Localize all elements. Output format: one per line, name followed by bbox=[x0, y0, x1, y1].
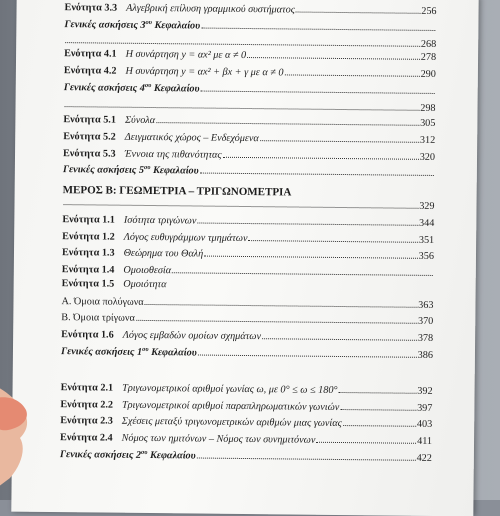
section-label: Ενότητα 5.2 bbox=[63, 131, 116, 143]
section-title: Νόμος των ημιτόνων – Νόμος των συνημιτόνων bbox=[121, 432, 316, 446]
section-label: Ενότητα 5.1 bbox=[63, 114, 117, 126]
dot-leader bbox=[172, 263, 433, 276]
dot-leader bbox=[136, 311, 417, 324]
section-title: Ομοιοθεσία bbox=[123, 264, 172, 277]
section-title: Σύνολα bbox=[124, 114, 156, 127]
section-title: Δειγματικός χώρος – Ενδεχόμενα bbox=[124, 131, 259, 145]
dot-leader bbox=[201, 19, 435, 31]
chapter-word: Κεφαλαίου bbox=[154, 20, 201, 32]
dot-leader bbox=[200, 82, 434, 94]
page-number: 351 bbox=[418, 234, 435, 246]
chapter-ordinal-suffix: ου bbox=[145, 18, 153, 27]
section-label: Ενότητα 2.1 bbox=[60, 382, 114, 394]
toc-line bbox=[64, 46, 436, 64]
dot-leader bbox=[260, 131, 419, 143]
section-label: Ενότητα 3.3 bbox=[64, 2, 118, 14]
toc-line bbox=[61, 380, 433, 398]
section-title: Η συνάρτηση y = αx² με α ≠ 0 bbox=[125, 48, 247, 62]
general-exercises-text: Γενικές ασκήσεις bbox=[64, 19, 138, 31]
chapter-ordinal: 2 bbox=[135, 449, 142, 461]
page-number: 329 bbox=[419, 200, 435, 212]
general-exercises-label bbox=[64, 18, 200, 31]
section-title: Σχέσεις μεταξύ τριγωνομετρικών αριθμών μιας γωνίας bbox=[121, 415, 342, 430]
section-title: Θεώρημα του Θαλή bbox=[123, 247, 204, 260]
dot-leader bbox=[249, 231, 418, 243]
page-number: 268 bbox=[420, 38, 437, 50]
general-exercises-text: Γενικές ασκήσεις bbox=[60, 346, 135, 358]
toc-line bbox=[65, 0, 437, 18]
dot-leader bbox=[343, 416, 416, 427]
toc-line bbox=[62, 195, 434, 213]
dot-leader bbox=[296, 3, 421, 14]
toc-line bbox=[64, 17, 436, 35]
book-page bbox=[11, 0, 478, 516]
toc-line bbox=[60, 447, 432, 465]
section-title: Λόγος εμβαδών ομοίων σχημάτων bbox=[122, 329, 262, 343]
page-number: 378 bbox=[417, 332, 434, 344]
dot-leader bbox=[340, 400, 416, 411]
dot-leader bbox=[339, 383, 417, 394]
toc-line bbox=[61, 327, 433, 345]
general-exercises-label bbox=[61, 345, 197, 358]
toc-line bbox=[63, 162, 435, 180]
toc-line bbox=[63, 112, 435, 130]
page-number: 363 bbox=[418, 299, 434, 311]
page-number: 344 bbox=[418, 217, 435, 229]
dot-leader bbox=[247, 48, 420, 60]
section-label: Ενότητα 2.2 bbox=[60, 399, 114, 411]
general-exercises-label bbox=[60, 448, 196, 461]
dot-leader bbox=[65, 97, 420, 111]
page-number: 370 bbox=[417, 315, 434, 327]
subsection-title: Α. Όμοια πολύγωνα bbox=[61, 296, 144, 308]
section-label: Ενότητα 1.3 bbox=[61, 247, 115, 259]
section-title: Αλγεβρική επίλυση γραμμικού συστήματος bbox=[126, 2, 295, 16]
toc-line bbox=[62, 229, 434, 247]
dot-leader bbox=[197, 214, 418, 226]
toc-line bbox=[61, 310, 433, 328]
page-number: 403 bbox=[416, 418, 433, 430]
dot-leader bbox=[223, 148, 419, 160]
section-label: Ενότητα 1.1 bbox=[62, 214, 115, 226]
chapter-ordinal-suffix: ου bbox=[142, 345, 149, 353]
toc-line bbox=[61, 294, 433, 312]
page-number: 356 bbox=[418, 250, 435, 262]
section-title: Ισότητα τριγώνων bbox=[123, 214, 197, 227]
toc-line bbox=[64, 63, 436, 81]
toc-line bbox=[63, 129, 435, 147]
section-label: Ενότητα 4.2 bbox=[63, 65, 117, 77]
toc-line bbox=[61, 344, 433, 362]
chapter-ordinal-suffix: ου bbox=[141, 448, 148, 456]
section-title: Η συνάρτηση y = αx² + βx + γ με α ≠ 0 bbox=[125, 65, 284, 79]
general-exercises-label bbox=[64, 81, 200, 94]
section-title: Ομοιότητα bbox=[123, 278, 167, 291]
page-number: 411 bbox=[417, 435, 433, 447]
chapter-ordinal: 5 bbox=[138, 164, 145, 176]
subsection-title: Β. Όμοια τρίγωνα bbox=[61, 312, 135, 324]
page-number: 312 bbox=[419, 134, 436, 146]
chapter-word: Κεφαλαίου bbox=[153, 83, 200, 95]
section-title: Τριγωνομετρικοί αριθμοί γωνίας ω, με 0° ≤ ω ≤ 180° bbox=[122, 382, 338, 396]
page-number: 320 bbox=[419, 151, 436, 163]
dot-leader bbox=[200, 164, 434, 176]
hand-holding-page bbox=[0, 368, 60, 508]
page-number: 305 bbox=[420, 117, 436, 129]
page-number: 386 bbox=[417, 349, 434, 361]
section-label: Ενότητα 2.3 bbox=[60, 415, 113, 427]
toc-line bbox=[62, 278, 434, 296]
page-number: 298 bbox=[420, 102, 436, 114]
dot-leader bbox=[145, 295, 418, 308]
chapter-word: Κεφαλαίου bbox=[152, 165, 199, 177]
toc-line bbox=[62, 212, 434, 230]
dot-leader bbox=[204, 247, 418, 259]
toc-line bbox=[63, 146, 435, 164]
toc-line bbox=[60, 413, 432, 431]
section-label: Ενότητα 4.1 bbox=[64, 48, 117, 60]
dot-leader bbox=[197, 449, 416, 461]
dot-leader bbox=[198, 346, 417, 358]
section-label: Ενότητα 1.5 bbox=[61, 278, 115, 290]
dot-leader bbox=[262, 329, 417, 341]
dot-leader bbox=[284, 65, 419, 76]
section-label: Ενότητα 1.6 bbox=[61, 329, 114, 341]
toc-line bbox=[64, 80, 436, 98]
dot-leader bbox=[65, 33, 420, 47]
page-number: 278 bbox=[420, 51, 437, 63]
section-label: Ενότητα 5.3 bbox=[62, 148, 116, 160]
section-label: Ενότητα 1.4 bbox=[61, 264, 115, 276]
chapter-ordinal-suffix: ου bbox=[144, 163, 151, 172]
toc-line bbox=[62, 245, 434, 263]
general-exercises-text: Γενικές ασκήσεις bbox=[59, 449, 134, 461]
general-exercises-text: Γενικές ασκήσεις bbox=[62, 164, 137, 176]
section-title: Λόγος ευθυγράμμων τμημάτων bbox=[123, 231, 248, 245]
chapter-ordinal: 4 bbox=[139, 82, 145, 94]
general-exercises-text: Γενικές ασκήσεις bbox=[63, 82, 138, 94]
chapter-word: Κεφαλαίου bbox=[149, 450, 196, 462]
section-title: Τριγωνομετρικοί αριθμοί παραπληρωματικών γωνιών bbox=[121, 399, 340, 413]
chapter-word: Κεφαλαίου bbox=[151, 347, 197, 359]
section-label: Ενότητα 1.2 bbox=[62, 231, 115, 243]
dot-leader bbox=[156, 113, 419, 126]
chapter-ordinal: 1 bbox=[136, 346, 143, 358]
page-number: 392 bbox=[417, 385, 433, 397]
chapter-ordinal: 3 bbox=[140, 19, 146, 31]
section-title: Έννοια της πιθανότητας bbox=[124, 148, 222, 161]
dot-leader bbox=[316, 433, 416, 444]
toc-line bbox=[60, 397, 432, 415]
part-heading: ΜΕΡΟΣ Β: ΓΕΩΜΕΤΡΙΑ – ΤΡΙΓΩΝΟΜΕΤΡΙΑ bbox=[62, 184, 292, 199]
page-number: 256 bbox=[421, 5, 437, 17]
toc-line bbox=[62, 262, 434, 280]
page-number: 422 bbox=[416, 452, 432, 464]
toc-line bbox=[60, 430, 432, 448]
section-label: Ενότητα 2.4 bbox=[60, 432, 113, 444]
general-exercises-label bbox=[63, 163, 199, 176]
chapter-ordinal-suffix: ου bbox=[144, 81, 152, 90]
page-number: 397 bbox=[417, 402, 433, 414]
page-number: 290 bbox=[420, 68, 436, 80]
